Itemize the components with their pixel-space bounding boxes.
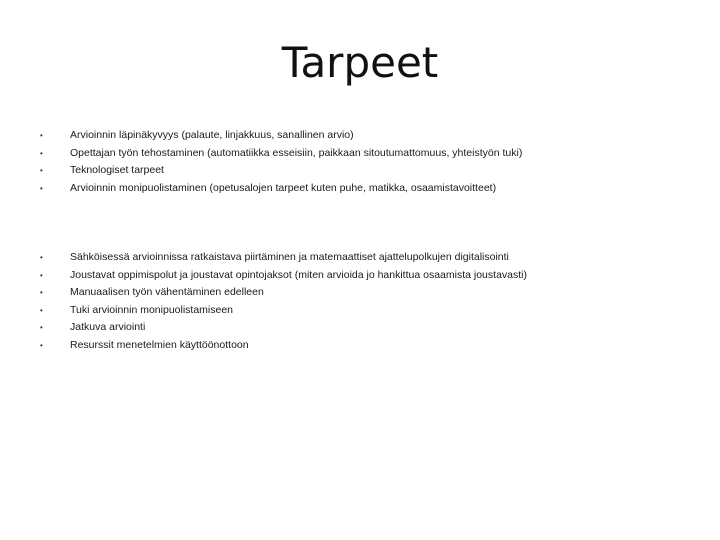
bullet-item: [40, 302, 527, 320]
bullet-text: Jatkuva arviointi: [70, 321, 146, 333]
bullet-text: Joustavat oppimispolut ja joustavat opintojaksot (miten arvioida jo hankittua osaamista joustavasti): [70, 268, 527, 281]
bullet-text: Arvioinnin läpinäkyvyys (palaute, linjakkuus, sanallinen arvio): [70, 129, 354, 141]
bullet-icon: •: [40, 253, 43, 262]
bullet-text: Resurssit menetelmien käyttöönottoon: [70, 338, 249, 351]
bullet-icon: •: [40, 323, 43, 332]
bullet-item: [40, 319, 527, 337]
bullet-text: Sähköisessä arvioinnissa ratkaistava piirtäminen ja matemaattiset ajattelupolkujen digitalisointi: [70, 251, 509, 263]
bullet-item: [40, 337, 527, 355]
slide-title: Tarpeet: [281, 38, 439, 87]
bullet-item: [40, 162, 522, 180]
bullet-item: [40, 249, 527, 267]
bullet-text: Manuaalisen työn vähentäminen edelleen: [70, 286, 264, 298]
bullet-list-needs-2: [40, 249, 527, 354]
bullet-icon: •: [40, 183, 43, 193]
bullet-icon: •: [40, 305, 43, 315]
bullet-list-needs-1: [40, 127, 522, 197]
bullet-icon: •: [40, 270, 43, 280]
bullet-icon: •: [40, 288, 43, 297]
bullet-icon: •: [40, 166, 43, 175]
bullet-icon: •: [40, 340, 43, 350]
bullet-text: Opettajan työn tehostaminen (automatiikka esseisiin, paikkaan sitoutumattomuus, yhteistyön tuki): [70, 146, 523, 159]
bullet-text: Teknologiset tarpeet: [70, 164, 164, 176]
bullet-item: [40, 284, 527, 302]
bullet-icon: •: [40, 131, 43, 140]
bullet-item: [40, 180, 522, 198]
bullet-item: [40, 145, 522, 163]
bullet-text: Tuki arvioinnin monipuolistamiseen: [70, 303, 234, 316]
bullet-item: [40, 127, 522, 145]
bullet-icon: •: [40, 148, 43, 158]
bullet-text: Arvioinnin monipuolistaminen (opetusalojen tarpeet kuten puhe, matikka, osaamistavoitteet): [70, 181, 497, 194]
bullet-item: [40, 267, 527, 285]
